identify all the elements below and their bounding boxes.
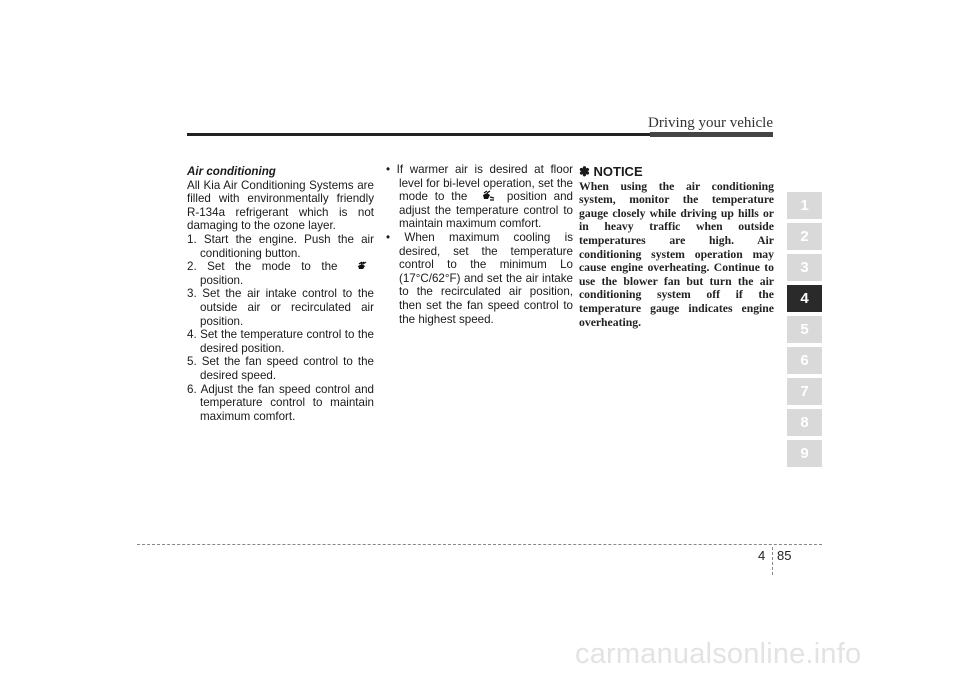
step-3: 3. Set the air intake control to the outside air or recirculated air position. xyxy=(187,287,374,328)
bullet-warmer-air xyxy=(386,163,573,231)
step-5: 5. Set the fan speed control to the desired speed. xyxy=(187,355,374,382)
footer-divider xyxy=(772,547,773,575)
chapter-tab-3[interactable]: 3 xyxy=(787,254,822,281)
chapter-tab-9[interactable]: 9 xyxy=(787,440,822,467)
step-4: 4. Set the temperature control to the desired position. xyxy=(187,328,374,355)
chapter-tab-7[interactable]: 7 xyxy=(787,378,822,405)
watermark: carmanualsonline.info xyxy=(575,638,862,670)
bullet-max-cooling: • When maximum cooling is desired, set the temperature control to the minimum Lo (17°C/62°F) and set the air intake to the recirculated air position, then set the fan speed control to the highest speed. xyxy=(386,230,573,326)
column-bullets xyxy=(386,163,573,326)
bullet-1-pre: • If warmer air is desired at floor level for bi-level operation, set the mode to the xyxy=(386,163,573,204)
step-2 xyxy=(187,260,374,287)
notice-body: When using the air conditioning system, monitor the temperature gauge closely while driving up hills or in heavy traffic when outside temperatures are high. Air conditioning system operation may cause engine overheating. Continue to use the blower fan but turn the air conditioning system off if the temperature gauge indicates engine overheating. xyxy=(579,179,774,329)
chapter-tab-2[interactable]: 2 xyxy=(787,223,822,250)
header-rule-accent xyxy=(650,132,773,137)
step-2-text: 2. Set the mode to the xyxy=(187,260,348,274)
chapter-tabs xyxy=(787,192,822,471)
section-subtitle: Air conditioning xyxy=(187,165,276,178)
column-air-conditioning xyxy=(187,163,374,423)
footer-chapter-number: 4 xyxy=(758,548,766,563)
vent-face-icon xyxy=(352,260,370,271)
footer-page-number: 85 xyxy=(777,548,792,563)
footer-rule xyxy=(137,544,822,545)
bullet-1-post: position and adjust the temperature control to maintain maximum comfort. xyxy=(399,190,574,231)
notice-title: ✽ NOTICE xyxy=(579,164,643,179)
chapter-tab-6[interactable]: 6 xyxy=(787,347,822,374)
page-header-title: Driving your vehicle xyxy=(648,115,773,131)
step-2-suffix: position. xyxy=(200,273,244,287)
step-6: 6. Adjust the fan speed control and temperature control to maintain maximum comfort. xyxy=(187,382,374,423)
chapter-tab-4[interactable]: 4 xyxy=(787,285,822,312)
chapter-tab-8[interactable]: 8 xyxy=(787,409,822,436)
intro-paragraph: All Kia Air Conditioning Systems are filled with environmentally friendly R-134a refrigerant which is not damaging to the ozone layer. xyxy=(187,178,374,233)
notice-box xyxy=(579,163,774,329)
step-1: 1. Start the engine. Push the air conditioning button. xyxy=(187,232,374,260)
vent-bilevel-icon xyxy=(478,190,496,201)
chapter-tab-5[interactable]: 5 xyxy=(787,316,822,343)
chapter-tab-1[interactable]: 1 xyxy=(787,192,822,219)
